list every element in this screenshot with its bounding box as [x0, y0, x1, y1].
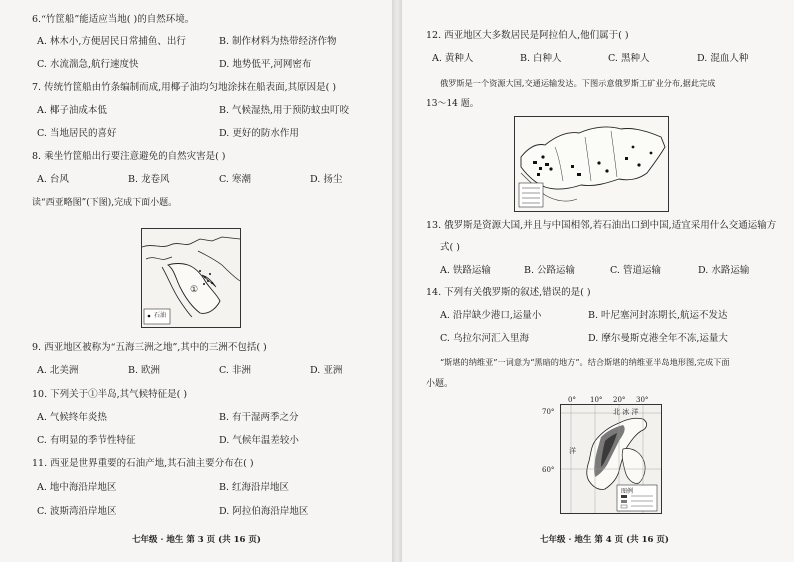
question-10-option-c: C. 有明显的季节性特征	[37, 435, 136, 446]
question-7-option-d: D. 更好的防水作用	[219, 128, 299, 139]
map2-legend-title: 图例	[621, 488, 634, 495]
map2-lat-60: 60°	[542, 466, 555, 474]
question-7-option-b: B. 气候湿热,用于预防蚊虫叮咬	[219, 105, 350, 116]
west-asia-map-intro: 读“西亚略图”(下图),完成下面小题。	[32, 198, 178, 208]
question-13-option-b: B. 公路运输	[524, 265, 576, 276]
question-11-option-c: C. 波斯湾沿岸地区	[37, 506, 117, 517]
russia-intro-line-2: 13～14 题。	[426, 99, 479, 109]
west-asia-map	[141, 228, 241, 328]
question-9-option-a: A. 北美洲	[37, 365, 79, 376]
map2-sea-west: 洋	[569, 447, 576, 455]
question-10-option-a: A. 气候终年炎热	[37, 412, 107, 423]
question-6-option-a: A. 林木小,方便居民日常捕鱼、出行	[37, 36, 186, 47]
map-label-peninsula-1: ①	[190, 285, 199, 295]
question-7-option-c: C. 当地居民的喜好	[37, 128, 117, 139]
question-8-option-a: A. 台风	[37, 174, 69, 185]
question-10-option-d: D. 气候年温差较小	[219, 435, 299, 446]
question-14-stem: 14. 下列有关俄罗斯的叙述,错误的是( )	[426, 287, 591, 298]
map-legend-oil: 石油	[154, 312, 167, 319]
question-12-option-a: A. 黄种人	[432, 53, 474, 64]
question-14-option-a: A. 沿岸缺少港口,运量小	[440, 310, 542, 321]
question-12-option-c: C. 黑种人	[608, 53, 650, 64]
question-13-option-c: C. 管道运输	[610, 265, 661, 276]
russia-intro-line-1: 俄罗斯是一个资源大国,交通运输发达。下图示意俄罗斯工矿业分布,据此完成	[440, 78, 716, 88]
left-page	[0, 0, 392, 562]
question-11-stem: 11. 西亚是世界重要的石油产地,其石油主要分布在( )	[32, 458, 254, 469]
question-13-stem-line-2: 式( )	[440, 242, 460, 253]
question-9-option-c: C. 非洲	[219, 365, 251, 376]
question-14-option-b: B. 叶尼塞河封冻期长,航运不发达	[588, 310, 728, 321]
question-13-option-d: D. 水路运输	[698, 265, 750, 276]
question-8-option-c: C. 寒潮	[219, 174, 251, 185]
page-3-footer: 七年级 · 地生 第 3 页 (共 16 页)	[132, 535, 261, 545]
question-6-option-b: B. 制作材料为热带经济作物	[219, 36, 337, 47]
question-12-option-b: B. 白种人	[520, 53, 562, 64]
question-8-stem: 8. 乘坐竹筐船出行要注意避免的自然灾害是( )	[32, 151, 226, 162]
map2-sea-north: 北 冰 洋	[613, 408, 639, 416]
question-14-option-c: C. 乌拉尔河汇入里海	[440, 333, 529, 344]
question-8-option-b: B. 龙卷风	[128, 174, 170, 185]
question-7-option-a: A. 椰子油成本低	[37, 105, 107, 116]
question-10-stem: 10. 下列关于①半岛,其气候特征是( )	[32, 389, 188, 400]
question-9-option-b: B. 欧洲	[128, 365, 161, 376]
question-13-option-a: A. 铁路运输	[440, 265, 491, 276]
book-spine	[392, 0, 402, 562]
map2-lon-20: 20°	[613, 396, 626, 404]
question-6-stem: 6.“竹筐船”能适应当地( )的自然环境。	[32, 14, 195, 25]
question-9-option-d: D. 亚洲	[310, 365, 343, 376]
question-14-option-d: D. 摩尔曼斯克港全年不冻,运量大	[588, 333, 728, 344]
scandinavia-map-block	[542, 394, 670, 524]
scandinavia-intro-line-2: 小题。	[426, 379, 454, 389]
question-11-option-a: A. 地中海沿岸地区	[37, 482, 117, 493]
question-12-stem: 12. 西亚地区大多数居民是阿拉伯人,他们属于( )	[426, 30, 629, 41]
russia-industry-map	[514, 116, 669, 212]
question-10-option-b: B. 有干湿两季之分	[219, 412, 299, 423]
scandinavia-map	[560, 404, 662, 514]
page-4-footer: 七年级 · 地生 第 4 页 (共 16 页)	[540, 535, 669, 545]
question-12-option-d: D. 混血人种	[697, 53, 749, 64]
scandinavia-intro-line-1: “斯堪的纳维亚”一词意为“黑暗的地方”。结合斯堪的纳维亚半岛地形图,完成下面	[440, 357, 730, 367]
question-11-option-b: B. 红海沿岸地区	[219, 482, 290, 493]
map2-lon-10: 10°	[590, 396, 603, 404]
question-6-option-c: C. 水流湍急,航行速度快	[37, 59, 139, 70]
map2-lon-30: 30°	[636, 396, 649, 404]
question-13-stem-line-1: 13. 俄罗斯是资源大国,并且与中国相邻,若石油出口到中国,适宜采用什么交通运输方	[426, 220, 777, 231]
question-8-option-d: D. 扬尘	[310, 174, 343, 185]
map2-lon-0: 0°	[568, 396, 576, 404]
map2-lat-70: 70°	[542, 408, 555, 416]
question-9-stem: 9. 西亚地区被称为“五海三洲之地”,其中的三洲不包括( )	[32, 342, 267, 353]
question-6-option-d: D. 地势低平,河网密布	[219, 59, 312, 70]
right-page	[402, 0, 794, 562]
question-7-stem: 7. 传统竹筐船由竹条编制而成,用椰子油均匀地涂抹在船表面,其原因是( )	[32, 82, 337, 93]
question-11-option-d: D. 阿拉伯海沿岸地区	[219, 506, 309, 517]
